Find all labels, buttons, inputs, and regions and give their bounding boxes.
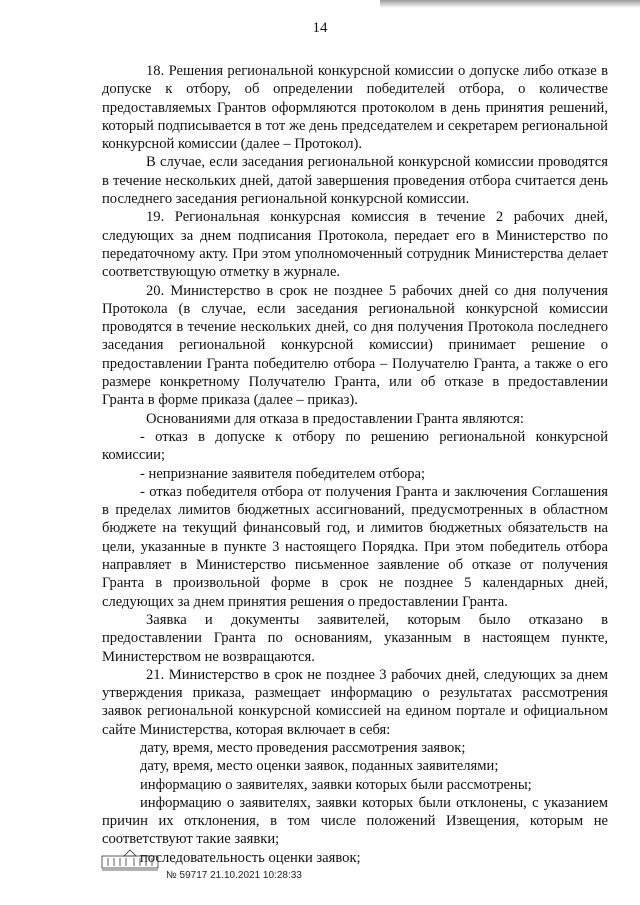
ministry-building-logo-icon (100, 848, 160, 872)
paragraph-19: 19. Региональная конкурсная комиссия в течение 2 рабочих дней, следующих за днем подписания Протокола, передает его в Министерство по передаточному акту. При этом уполномоченный сотрудник Министерства делает соответствующую отметку в журнале. (102, 209, 608, 281)
document-footer (100, 848, 400, 888)
scan-edge-shadow (380, 0, 640, 8)
paragraph-18: 18. Решения региональной конкурсной комиссии о допуске либо отказе в допуске к отбору, об определении победителей отбора, о количестве предоставляемых Грантов оформляются протоколом в день принятия решений, который подписывается в тот же день председателем и секретарем региональной конкурсной комиссии (далее – Протокол). (102, 63, 608, 153)
refusal-ground-item: - непризнание заявителя победителем отбора; (140, 465, 426, 482)
info-list-item: дату, время, место проведения рассмотрения заявок; (140, 739, 466, 756)
info-list-item: информацию о заявителях, заявки которых были рассмотрены; (140, 776, 532, 793)
info-list-item: дату, время, место оценки заявок, поданных заявителями; (140, 758, 499, 775)
refusal-grounds-heading: Основаниями для отказа в предоставлении Гранта являются: (146, 410, 524, 427)
paragraph-20: 20. Министерство в срок не позднее 5 рабочих дней со дня получения Протокола (в случае, если заседания региональной конкурсной комиссии проводятся в течение нескольких дней, со дня получения Протокола последнего заседания региональной конкурсной комиссии) принимает решение о предоставлении Гранта победителю отбора – Получателю Гранта, а также о его размере конкретному Получателю Гранта, или об отказе в предоставлении Гранта в форме приказа (далее – приказ). (102, 282, 608, 409)
refusal-ground-item: - отказ победителя отбора от получения Гранта и заключения Соглашения в пределах лимитов бюджетных ассигнований, предусмотренных в областном бюджете на текущий финансовый год, и лимитов бюджетных обязательств на цели, указанные в пункте 3 настоящего Порядка. При этом победитель отбора направляет в Министерство письменное заявление об отказе от получения Гранта в произвольной форме в срок не позднее 5 календарных дней, следующих за днем принятия решения о предоставлении Гранта. (102, 483, 608, 610)
paragraph-18-continued: В случае, если заседания региональной конкурсной комиссии проводятся в течение нескольких дней, датой завершения проведения отбора считается день последнего заседания региональной конкурсной комиссии. (102, 154, 608, 208)
page-number: 14 (312, 20, 328, 36)
document-body (102, 62, 608, 867)
document-registration-code: № 59717 21.10.2021 10:28:33 (166, 870, 302, 881)
info-list-item: информацию о заявителях, заявки которых были отклонены, с указанием причин их отклонения, в том числе положений Извещения, которым не соответствуют такие заявки; (102, 794, 608, 848)
paragraph-21: 21. Министерство в срок не позднее 3 рабочих дней, следующих за днем утверждения приказа, размещает информацию о результатах рассмотрения заявок региональной конкурсной комиссией на едином портале и официальном сайте Министерства, которая включает в себя: (102, 666, 608, 738)
applications-not-returned: Заявка и документы заявителей, которым было отказано в предоставлении Гранта по основаниям, указанным в настоящем пункте, Министерством не возвращаются. (102, 611, 608, 665)
info-list-item: последовательность оценки заявок; (140, 849, 361, 866)
refusal-ground-item: - отказ в допуске к отбору по решению региональной конкурсной комиссии; (102, 428, 608, 464)
